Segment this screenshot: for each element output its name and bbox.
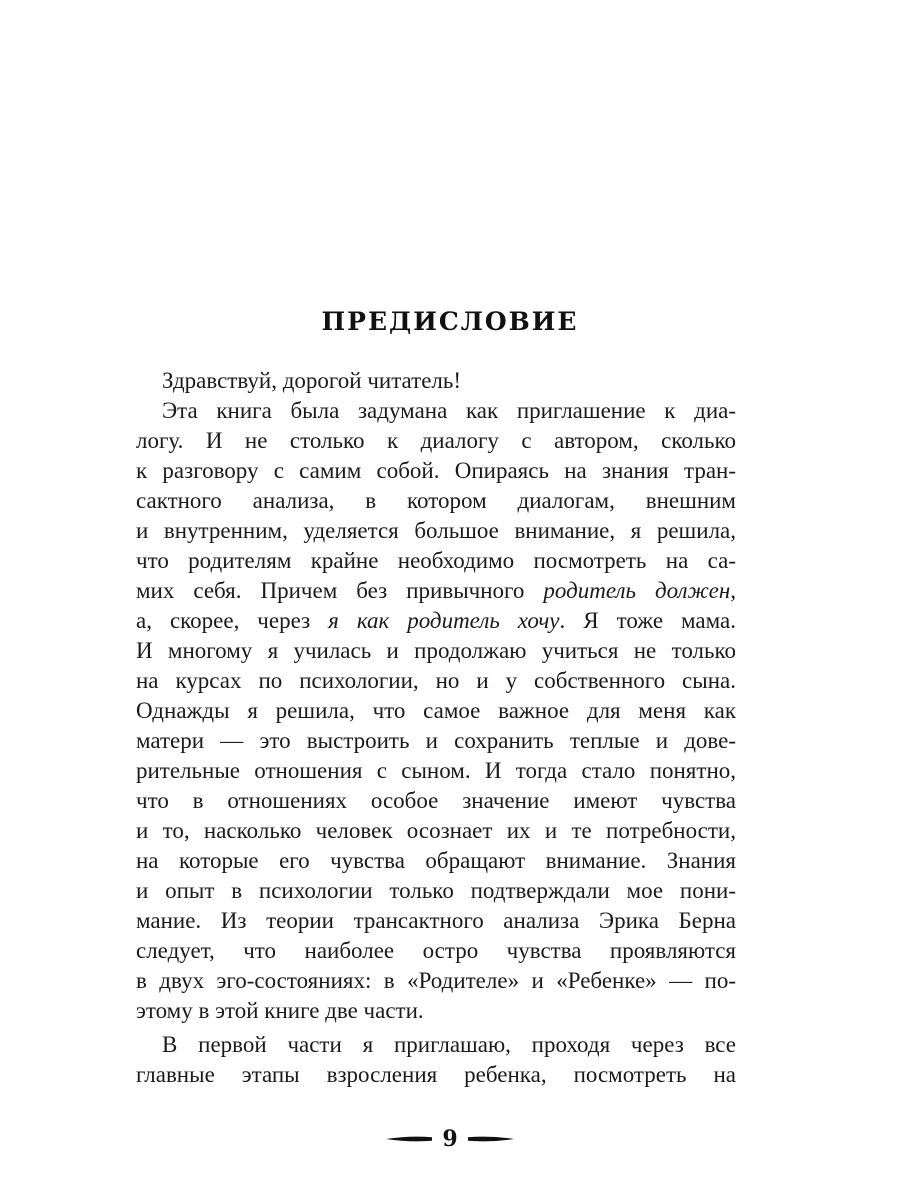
text-line: сактного анализа, в котором диалогам, внешним xyxy=(136,488,736,513)
text-line: главные этапы взросления ребенка, посмотреть на xyxy=(136,1062,736,1087)
text-line: на курсах по психологии, но и у собственного сына. xyxy=(136,668,736,693)
text-fragment: . Я тоже мама. xyxy=(559,608,736,633)
text-line: рительные отношения с сыном. И тогда стало понятно, xyxy=(136,758,736,783)
text-line: логу. И не столько к диалогу с автором, сколько xyxy=(136,428,736,453)
text-fragment: , xyxy=(730,578,736,603)
right-ornament-icon xyxy=(468,1134,514,1144)
chapter-title: ПРЕДИСЛОВИЕ xyxy=(321,307,579,336)
text-line: следует, что наиболее остро чувства проявляются xyxy=(136,938,736,963)
text-line: матери — это выстроить и сохранить теплые и дове- xyxy=(136,728,736,753)
italic-phrase: я как родитель хочу xyxy=(328,608,560,633)
text-line: мание. Из теории трансактного анализа Эрика Берна xyxy=(136,908,736,933)
text-fragment: а, скорее, через xyxy=(136,608,329,633)
text-line: и внутренним, уделяется большое внимание, я решила, xyxy=(136,518,736,543)
left-ornament-icon xyxy=(386,1134,432,1144)
page-number: 9 xyxy=(442,1126,458,1152)
text-line xyxy=(136,576,736,606)
text-line xyxy=(136,606,736,636)
text-line: что родителям крайне необходимо посмотреть на са- xyxy=(136,548,736,573)
text-line: Здравствуй, дорогой читатель! xyxy=(162,368,462,393)
text-line: что в отношениях особое значение имеют чувства xyxy=(136,788,736,813)
text-line: в двух эго-состояниях: в «Родителе» и «Ребенке» — по- xyxy=(136,968,736,993)
text-line: на которые его чувства обращают внимание. Знания xyxy=(136,848,736,873)
text-line: И многому я училась и продолжаю учиться не только xyxy=(136,638,736,663)
text-line: Однажды я решила, что самое важное для меня как xyxy=(136,698,736,723)
text-line: В первой части я приглашаю, проходя через все xyxy=(162,1032,736,1057)
text-line: и опыт в психологии только подтверждали мое пони- xyxy=(136,878,736,903)
text-line: Эта книга была задумана как приглашение к диа- xyxy=(162,398,736,423)
italic-phrase: родитель должен xyxy=(543,578,731,603)
text-line: к разговору с самим собой. Опираясь на знания тран- xyxy=(136,458,736,483)
text-line: этому в этой книге две части. xyxy=(136,998,424,1023)
text-line: и то, насколько человек осознает их и те потребности, xyxy=(136,818,736,843)
text-fragment: мих себя. Причем без привычного xyxy=(136,578,544,603)
page-footer xyxy=(0,1124,900,1154)
body-text xyxy=(136,366,736,1090)
